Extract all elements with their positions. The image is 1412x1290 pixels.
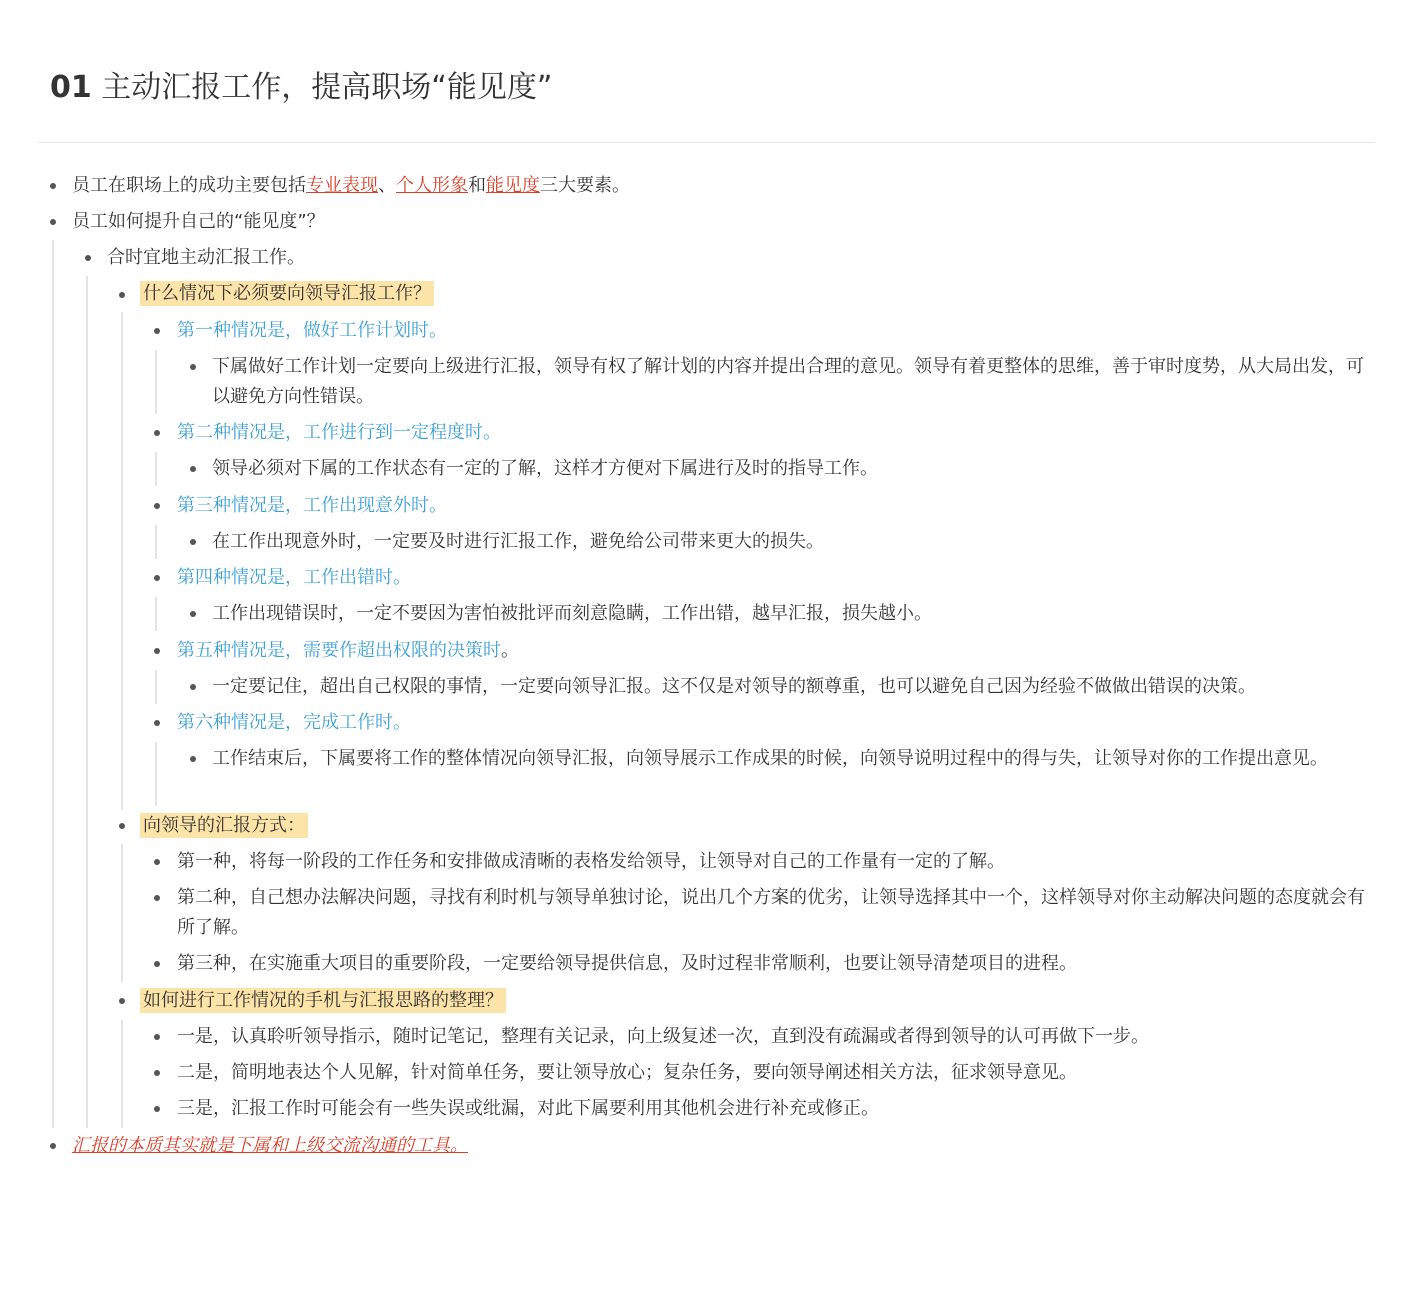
bullet [154, 720, 160, 726]
bullet [154, 1106, 160, 1112]
bullet [154, 648, 160, 654]
item-text: 和 [468, 175, 486, 196]
bullet [50, 219, 56, 225]
bullet [154, 859, 160, 865]
highlighted-heading: 向领导的汇报方式： [140, 813, 308, 838]
guide-line-c2 [155, 452, 157, 486]
list-item: 工作出现错误时，一定不要因为害怕被批评而刻意隐瞒，工作出错，越早汇报，损失越小。 [212, 603, 932, 624]
highlighted-heading: 如何进行工作情况的手机与汇报思路的整理？ [140, 988, 506, 1013]
case-heading-text: 第五种情况是，需要作超出权限的决策时 [177, 640, 501, 661]
item-text: 三大要素。 [540, 175, 630, 196]
list-item: 一是，认真聆听领导指示，随时记笔记，整理有关记录，向上级复述一次，直到没有疏漏或者得到领导的认可再做下一步。 [177, 1026, 1149, 1047]
list-item: 二是，简明地表达个人见解，针对简单任务，要让领导放心；复杂任务，要向领导阐述相关方法，征求领导意见。 [177, 1062, 1077, 1083]
title-number: 01 [50, 70, 92, 105]
list-item [140, 811, 308, 841]
list-item: 一定要记住，超出自己权限的事情，一定要向领导汇报。这不仅是对领导的额尊重，也可以避免自己因为经验不做做出错误的决策。 [212, 676, 1256, 697]
item-text: 员工在职场上的成功主要包括 [72, 175, 306, 196]
list-item: 三是，汇报工作时可能会有一些失误或纰漏，对此下属要利用其他机会进行补充或修正。 [177, 1098, 879, 1119]
list-item [140, 986, 506, 1016]
list-item: 在工作出现意外时，一定要及时进行汇报工作，避免给公司带来更大的损失。 [212, 531, 824, 552]
bullet [85, 255, 91, 261]
case-heading [177, 636, 519, 666]
bullet [154, 503, 160, 509]
guide-line-h1 [121, 312, 123, 810]
bullet [190, 611, 196, 617]
guide-line-h3 [121, 1020, 123, 1128]
bullet [190, 466, 196, 472]
bullet [119, 823, 125, 829]
bullet [190, 756, 196, 762]
list-item [72, 171, 630, 201]
list-item: 领导必须对下属的工作状态有一定的了解，这样才方便对下属进行及时的指导工作。 [212, 458, 878, 479]
case-heading: 第三种情况是，工作出现意外时。 [177, 495, 447, 516]
list-item [140, 279, 434, 309]
bullet [154, 1034, 160, 1040]
bullet [190, 539, 196, 545]
bullet [190, 364, 196, 370]
title-text: 主动汇报工作，提高职场“能见度” [101, 70, 553, 105]
bullet [50, 183, 56, 189]
conclusion-link[interactable]: 汇报的本质其实就是下属和上级交流沟通的工具。 [72, 1135, 468, 1156]
case-heading: 第四种情况是，工作出错时。 [177, 567, 411, 588]
list-item: 员工如何提升自己的“能见度”？ [72, 211, 325, 232]
guide-line-level2 [86, 276, 88, 1128]
guide-line-c4 [155, 597, 157, 631]
keyword-link[interactable]: 能见度 [486, 175, 540, 196]
case-heading-end: 。 [501, 640, 519, 661]
case-heading: 第二种情况是，工作进行到一定程度时。 [177, 422, 501, 443]
list-item: 合时宜地主动汇报工作。 [107, 247, 305, 268]
list-item: 第一种，将每一阶段的工作任务和安排做成清晰的表格发给领导，让领导对自己的工作量有一定的了解。 [177, 851, 1005, 872]
bullet [190, 684, 196, 690]
list-item: 第二种，自己想办法解决问题，寻找有利时机与领导单独讨论，说出几个方案的优劣，让领导选择其中一个，这样领导对你主动解决问题的态度就会有所了解。 [177, 887, 1365, 938]
guide-line-c6 [155, 742, 157, 806]
item-text: 、 [378, 175, 396, 196]
bullet [154, 961, 160, 967]
bullet [154, 1070, 160, 1076]
highlighted-heading: 什么情况下必须要向领导汇报工作？ [140, 281, 434, 306]
case-heading: 第一种情况是，做好工作计划时。 [177, 320, 447, 341]
keyword-link[interactable]: 个人形象 [396, 175, 468, 196]
bullet [154, 430, 160, 436]
bullet [50, 1143, 56, 1149]
guide-line-h2 [121, 844, 123, 982]
bullet [119, 292, 125, 298]
guide-line-level1 [52, 240, 54, 1128]
guide-line-c5 [155, 670, 157, 704]
list-item: 工作结束后，下属要将工作的整体情况向领导汇报，向领导展示工作成果的时候，向领导说明过程中的得与失，让领导对你的工作提出意见。 [212, 748, 1328, 769]
guide-line-c3 [155, 525, 157, 559]
keyword-link[interactable]: 专业表现 [306, 175, 378, 196]
bullet [119, 998, 125, 1004]
case-heading: 第六种情况是，完成工作时。 [177, 712, 411, 733]
list-item: 第三种，在实施重大项目的重要阶段，一定要给领导提供信息，及时过程非常顺利，也要让领导清楚项目的进程。 [177, 953, 1077, 974]
guide-line-c1 [155, 350, 157, 414]
list-item: 下属做好工作计划一定要向上级进行汇报，领导有权了解计划的内容并提出合理的意见。领导有着更整体的思维，善于审时度势，从大局出发，可以避免方向性错误。 [212, 356, 1364, 407]
bullet [154, 328, 160, 334]
bullet [154, 575, 160, 581]
bullet [154, 895, 160, 901]
